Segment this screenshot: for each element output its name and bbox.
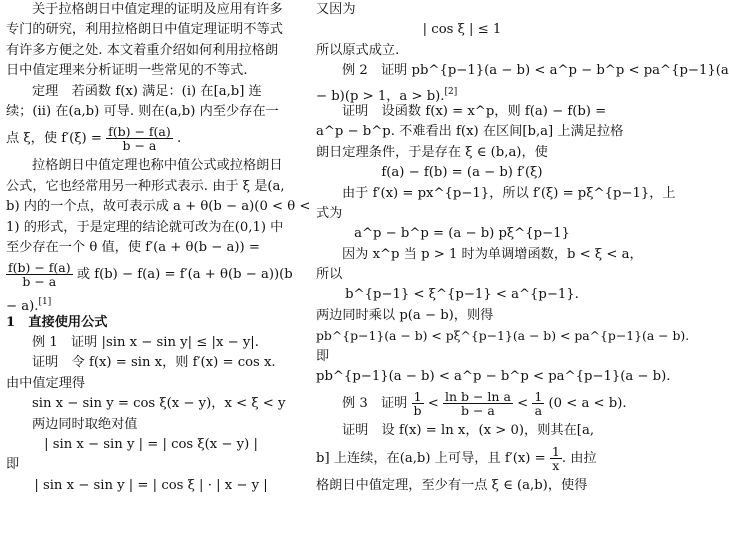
- example-3-proof-frac-den: x: [552, 457, 560, 473]
- theorem-line-3: [6, 122, 296, 156]
- intro-line-4: 日中值定理来分析证明一些常见的不等式.: [6, 63, 248, 79]
- example-3-label: 例 3 证明: [342, 396, 412, 412]
- example-1-mvt: 由中值定理得: [6, 375, 86, 391]
- form-line-4: 1) 的形式，于是定理的结论就可改为在(0,1) 中: [6, 219, 284, 235]
- form-line-6: [6, 258, 296, 292]
- example-3-lt-2: <: [512, 396, 533, 412]
- example-2-mono-2: 所以: [316, 267, 343, 283]
- example-3-proof-3: 格朗日中值定理，至少有一点 ξ ∈ (a,b)，使得: [316, 477, 588, 493]
- form-fraction-den: b − a: [22, 274, 57, 290]
- theorem-fraction-num: f(b) − f(a): [108, 124, 171, 140]
- youyin: 又因为: [316, 2, 356, 17]
- example-2: 例 2 证明 pb^{p−1}(a − b) < a^p − b^p < pa^{p−1}(a: [342, 63, 729, 79]
- example-1-proof: 证明 令 f(x) = sin x，则 f′(x) = cos x.: [32, 355, 276, 371]
- example-2-since-2: 式为: [316, 205, 343, 221]
- example-3-frac-2-num: ln b − ln a: [444, 389, 511, 405]
- theorem-line-2: 续；(ⅱ) 在(a,b) 可导. 则在(a,b) 内至少存在一: [6, 103, 279, 119]
- example-3-frac-3: [532, 390, 544, 417]
- example-2-mult: 两边同时乘以 p(a − b)，则得: [316, 307, 494, 323]
- example-3-proof-frac-num: 1: [551, 443, 560, 459]
- example-3-frac-2-den: b − a: [461, 403, 495, 419]
- example-2-mono-1: 因为 x^p 当 p > 1 时为单调增函数，b < ξ < a，: [342, 246, 643, 262]
- example-3-frac-1: [412, 390, 424, 417]
- form-line-2: 公式，它也经常用另一种形式表示. 由于 ξ 是(a,: [6, 178, 285, 194]
- form-line-5: 至少存在一个 θ 值，使 f′(a + θ(b − a)) =: [6, 239, 260, 255]
- example-3-frac-1-num: 1: [412, 390, 424, 404]
- intro-line-1: 关于拉格朗日中值定理的证明及应用有许多: [32, 2, 283, 17]
- left-column: [6, 0, 311, 496]
- example-2-since-1: 由于 f′(x) = px^{p−1}，所以 f′(ξ) = pξ^{p−1}，上: [342, 185, 676, 201]
- example-2-eq3: b^{p−1} < ξ^{p−1} < a^{p−1}.: [345, 287, 579, 303]
- theorem-text: 点 ξ，使 f′(ξ) =: [6, 131, 102, 147]
- form-line-1: 拉格朗日中值定理也称中值公式或拉格朗日: [32, 158, 283, 174]
- example-2-cond: − b)(p > 1，a > b).: [316, 88, 445, 104]
- example-3-proof-frac: [550, 445, 562, 472]
- example-3-frac-2: [443, 390, 513, 417]
- example-3-cond: (0 < a < b).: [544, 396, 627, 412]
- example-1-eq3: | sin x − sin y | = | cos ξ | · | x − y |: [34, 477, 268, 493]
- example-2-proof-1: 证明 设函数 f(x) = x^p，则 f(a) − f(b) =: [342, 103, 607, 119]
- example-3-proof-text: b] 上连续，在(a,b) 上可导，且 f′(x) =: [316, 450, 550, 466]
- example-1-abs: 两边同时取绝对值: [32, 416, 138, 432]
- example-3-frac-3-den: a: [534, 403, 543, 419]
- theorem-fraction: [106, 125, 173, 152]
- example-1-eq2: | sin x − sin y | = | cos ξ(x − y) |: [44, 437, 258, 453]
- example-2-eq5: pb^{p−1}(a − b) < a^p − b^p < pa^{p−1}(a − b).: [316, 369, 671, 385]
- intro-line-2: 专门的研究，利用拉格朗日中值定理证明不等式: [6, 22, 283, 38]
- example-1-eq1: sin x − sin y = cos ξ(x − y)，x < ξ < y: [32, 396, 286, 412]
- theorem-fraction-den: b − a: [122, 138, 157, 154]
- form-line-7: [6, 292, 296, 315]
- example-2-ji: 即: [316, 348, 330, 364]
- example-3-proof-2: [316, 442, 608, 476]
- example-2-eq1: f(a) − f(b) = (a − b) f′(ξ): [381, 165, 543, 181]
- example-3-frac-3-num: 1: [534, 389, 543, 405]
- form-end: − a).: [6, 299, 39, 315]
- right-column: [316, 0, 729, 496]
- theorem-line-1: 定理 若函数 f(x) 满足：(ⅰ) 在[a,b] 连: [32, 83, 262, 99]
- example-3: [316, 387, 627, 421]
- intro-line-3: 有许多方便之处. 本文着重介绍如何利用拉格朗: [6, 42, 279, 58]
- cos-inequality: | cos ξ | ≤ 1: [422, 22, 502, 38]
- form-fraction: [6, 261, 73, 288]
- form-equation: 或 f(b) − f(a) = f′(a + θ(b − a))(b: [72, 267, 293, 283]
- example-3-frac-1-den: b: [413, 403, 422, 419]
- example-2-proof-2: a^p − b^p. 不难看出 f(x) 在区间[b,a] 上满足拉格: [316, 124, 624, 140]
- form-fraction-num: f(b) − f(a): [8, 260, 71, 276]
- example-1-ji: 即: [6, 457, 20, 473]
- section-heading: 1 直接使用公式: [6, 314, 108, 330]
- example-2-eq4: pb^{p−1}(a − b) < pξ^{p−1}(a − b) < pa^{p−1}(a − b).: [316, 328, 690, 344]
- form-line-3: b) 内的一个点，故可表示成 a + θ(b − a)(0 < θ <: [6, 199, 311, 215]
- conclusion-1: 所以原式成立.: [316, 42, 400, 58]
- example-2-cont: [316, 82, 608, 102]
- ref-2: [2]: [444, 86, 458, 97]
- example-3-proof-tail: . 由拉: [561, 450, 597, 466]
- theorem-period: .: [176, 131, 182, 147]
- example-1: 例 1 证明 |sin x − sin y| ≤ |x − y|.: [32, 335, 259, 351]
- example-2-eq2: a^p − b^p = (a − b) pξ^{p−1}: [354, 226, 570, 242]
- ref-1: [1]: [38, 297, 52, 308]
- example-3-proof-1: 证明 设 f(x) = ln x，(x > 0)，则其在[a,: [342, 423, 595, 439]
- example-3-lt-1: <: [423, 396, 443, 412]
- example-2-proof-3: 朗日定理条件，于是存在 ξ ∈ (b,a)，使: [316, 144, 548, 160]
